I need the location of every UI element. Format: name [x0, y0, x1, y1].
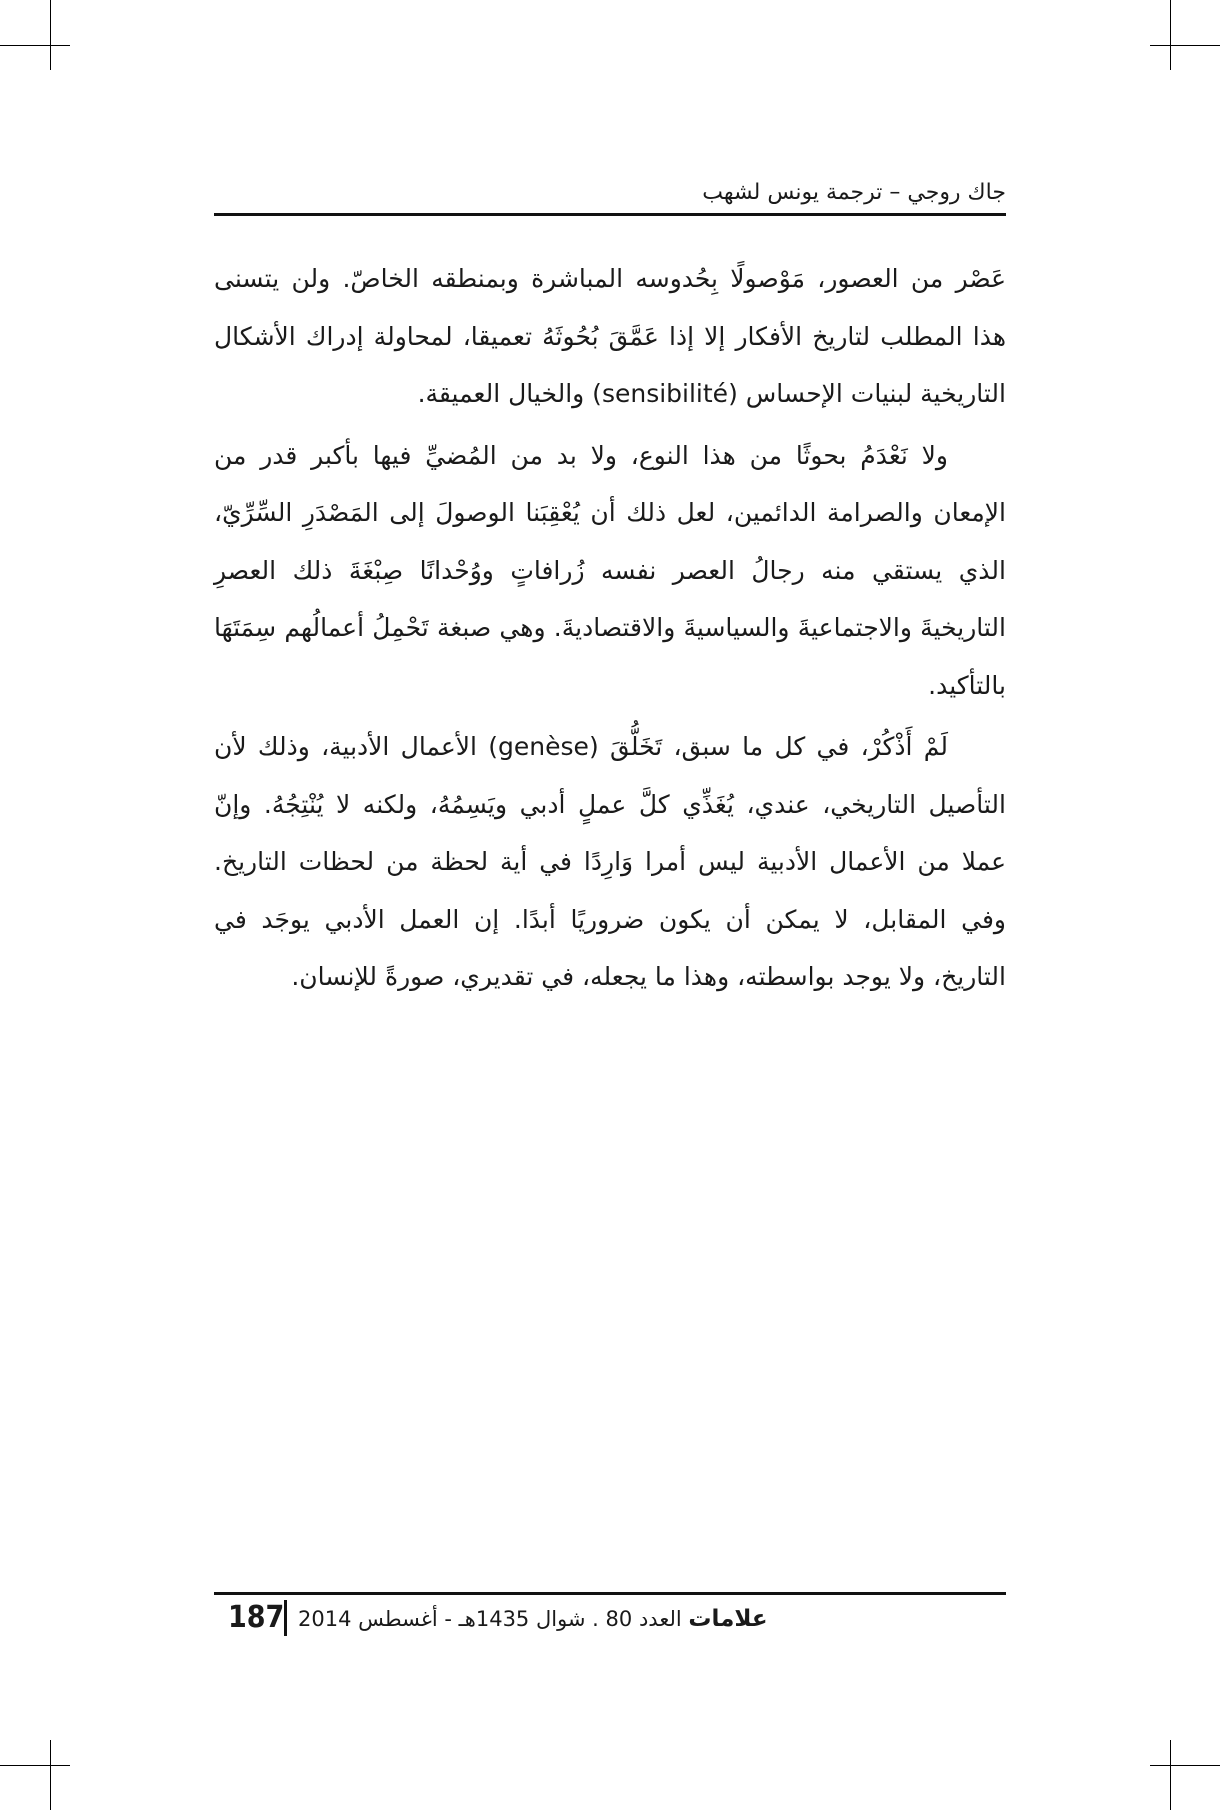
crop-mark [1170, 1740, 1171, 1810]
crop-mark [0, 45, 70, 46]
crop-mark [0, 1765, 70, 1766]
paragraph-2: ولا نَعْدَمُ بحوثًا من هذا النوع، ولا بد من المُضيِّ فيها بأكبر قدر من الإمعان والصرامة الدائمين، لعل ذلك أن يُعْقِبَنا الوصولَ إلى المَصْدَرِ السِّرِّيّ، الذي يستقي منه رجالُ العصر نفسه زُرافاتٍ ووُحْدانًا صِبْغَةَ ذلك العصرِ التاريخيةَ والاجتماعيةَ والسياسيةَ والاقتصاديةَ. وهي صبغة تَحْمِلُ أعمالُهم سِمَتَهَا بالتأكيد. [214, 440, 1006, 700]
crop-mark [1150, 45, 1220, 46]
article-body [214, 250, 1006, 1010]
header-rule [214, 213, 1006, 216]
journal-brand: علامات [688, 1606, 768, 1632]
paragraph-1: عَصْر من العصور، مَوْصولًا بِحُدوسه المباشرة وبمنطقه الخاصّ. ولن يتسنى هذا المطلب لتاريخ الأفكار إلا إذا عَمَّقَ بُحُوثَهُ تعميقا، لمحاولة إدراك الأشكال التاريخية لبنيات الإحساس (sensibilité) والخيال العميقة. [214, 264, 1006, 408]
crop-mark [50, 1740, 51, 1810]
crop-mark [1150, 1765, 1220, 1766]
header-title: جاك روجي – ترجمة يونس لشهب [702, 180, 1006, 205]
crop-mark [50, 0, 51, 70]
page-number: 187 [228, 1600, 285, 1635]
crop-mark [1170, 0, 1171, 70]
paragraph-3: لَمْ أَذْكُرْ، في كل ما سبق، تَخَلُّقَ (genèse) الأعمال الأدبية، وذلك لأن التأصيل التاريخي، عندي، يُغَذِّي كلَّ عملٍ أدبي ويَسِمُهُ، ولكنه لا يُنْتِجُهُ. وإنّ عملا من الأعمال الأدبية ليس أمرا وَارِدًا في أية لحظة من لحظات التاريخ. وفي المقابل، لا يمكن أن يكون ضروريًا أبدًا. إن العمل الأدبي يوجَد في التاريخ، ولا يوجد بواسطته، وهذا ما يجعله، في تقديري، صورةً للإنسان. [214, 732, 1006, 991]
footer-rule [214, 1592, 1006, 1595]
footer-info [298, 1602, 768, 1636]
footer-separator [284, 1600, 287, 1636]
running-header [214, 176, 1006, 214]
issue-info: العدد 80 . شوال 1435هـ - أغسطس 2014 [298, 1607, 682, 1631]
page-footer [214, 1598, 1006, 1640]
